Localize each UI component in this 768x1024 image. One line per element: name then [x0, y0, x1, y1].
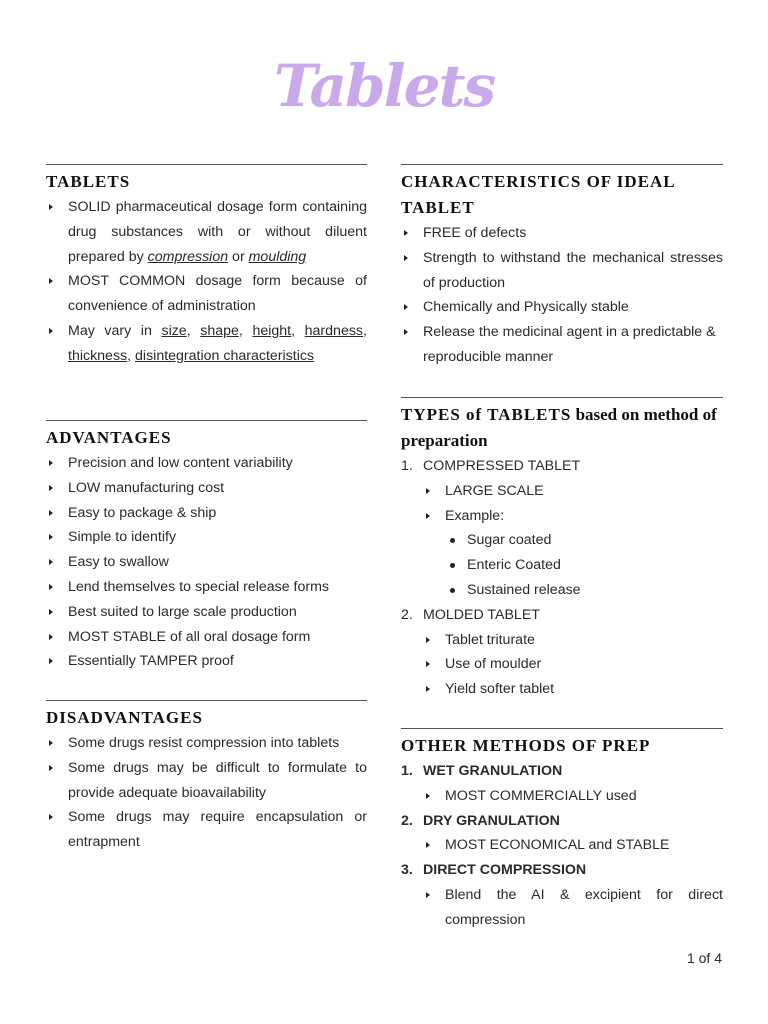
- page-number: 1 of 4: [686, 950, 722, 966]
- list-item: Sustained release: [445, 578, 723, 603]
- bullet-arrow-icon: [49, 534, 53, 540]
- bullet-arrow-icon: [49, 765, 53, 771]
- bullet-arrow-icon: [404, 255, 408, 261]
- list-item: Best suited to large scale production: [46, 600, 367, 625]
- bullet-arrow-icon: [49, 584, 53, 590]
- list-item: Essentially TAMPER proof: [46, 649, 367, 674]
- underlined-term: shape: [200, 322, 239, 339]
- list-item: SOLID pharmaceutical dosage form containing drug substances with or without diluent prepared by compression or moulding: [46, 195, 367, 269]
- list-item: Simple to identify: [46, 525, 367, 550]
- section-heading-other-methods: OTHER METHODS OF PREP: [401, 736, 651, 755]
- disadvantages-list: [46, 731, 367, 855]
- underlined-term: disintegration characteristics: [135, 347, 315, 364]
- list-item-dry: 2. DRY GRANULATION: [401, 812, 560, 829]
- list-item-compressed: 1. COMPRESSED TABLET: [401, 458, 581, 474]
- underlined-term: moulding: [248, 248, 307, 265]
- section-heading-types: TYPES of TABLETS based on method of preparation: [401, 405, 717, 450]
- list-item: Yield softer tablet: [423, 677, 723, 702]
- underlined-term: size: [161, 322, 187, 339]
- bullet-arrow-icon: [426, 637, 430, 643]
- list-item: Some drugs resist compression into tablets: [46, 731, 367, 756]
- bullet-arrow-icon: [404, 304, 408, 310]
- tablets-list: [46, 195, 367, 369]
- list-item: Easy to swallow: [46, 550, 367, 575]
- list-item: LARGE SCALE: [423, 479, 723, 504]
- list-item: Use of moulder: [423, 652, 723, 677]
- list-item: May vary in size, shape, height, hardness, thickness, disintegration characteristics: [46, 319, 367, 369]
- page-title: Tablets: [273, 52, 495, 120]
- underlined-term: height: [252, 322, 292, 339]
- bullet-arrow-icon: [404, 329, 408, 335]
- section-heading-tablets: TABLETS: [46, 172, 131, 191]
- bullet-arrow-icon: [49, 634, 53, 640]
- list-item: Sugar coated: [445, 528, 723, 553]
- list-item: Chemically and Physically stable: [401, 295, 723, 320]
- list-item: Precision and low content variability: [46, 451, 367, 476]
- section-heading-characteristics: CHARACTERISTICS OF IDEAL TABLET: [401, 172, 675, 217]
- bullet-arrow-icon: [49, 658, 53, 664]
- section-heading-advantages: ADVANTAGES: [46, 428, 172, 447]
- bullet-arrow-icon: [49, 510, 53, 516]
- bullet-arrow-icon: [49, 204, 53, 210]
- bullet-arrow-icon: [426, 842, 430, 848]
- characteristics-list: [401, 221, 723, 370]
- list-item: MOST COMMON dosage form because of convenience of administration: [46, 269, 367, 319]
- bullet-arrow-icon: [426, 513, 430, 519]
- list-item: Easy to package & ship: [46, 501, 367, 526]
- bullet-arrow-icon: [49, 814, 53, 820]
- bullet-dot-icon: [450, 588, 455, 593]
- bullet-dot-icon: [450, 538, 455, 543]
- advantages-section: [46, 420, 367, 674]
- list-item: Strength to withstand the mechanical stresses of production: [401, 246, 723, 296]
- bullet-arrow-icon: [49, 485, 53, 491]
- bullet-arrow-icon: [49, 609, 53, 615]
- list-item: LOW manufacturing cost: [46, 476, 367, 501]
- other-methods-section: [401, 728, 723, 933]
- characteristics-section: [401, 164, 723, 370]
- bullet-arrow-icon: [49, 460, 53, 466]
- bullet-arrow-icon: [49, 278, 53, 284]
- list-item: Some drugs may require encapsulation or entrapment: [46, 805, 367, 855]
- list-item: Release the medicinal agent in a predictable & reproducible manner: [401, 320, 723, 370]
- disadvantages-section: [46, 700, 367, 855]
- underlined-term: thickness: [68, 347, 128, 364]
- list-item: Blend the AI & excipient for direct compression: [423, 883, 723, 933]
- types-section: [401, 397, 723, 702]
- advantages-list: [46, 451, 367, 674]
- bullet-arrow-icon: [404, 230, 408, 236]
- bullet-arrow-icon: [426, 793, 430, 799]
- section-heading-disadvantages: DISADVANTAGES: [46, 708, 203, 727]
- list-item-direct: 3. DIRECT COMPRESSION: [401, 862, 587, 879]
- list-item: Example:: [423, 504, 723, 529]
- bullet-arrow-icon: [426, 661, 430, 667]
- list-item: MOST COMMERCIALLY used: [423, 784, 723, 809]
- list-item: Enteric Coated: [445, 553, 723, 578]
- list-item: Lend themselves to special release forms: [46, 575, 367, 600]
- list-item-wet: 1. WET GRANULATION: [401, 763, 563, 779]
- bullet-arrow-icon: [426, 488, 430, 494]
- list-item: MOST ECONOMICAL and STABLE: [423, 833, 723, 858]
- underlined-term: hardness: [304, 322, 364, 339]
- bullet-arrow-icon: [426, 686, 430, 692]
- list-item: FREE of defects: [401, 221, 723, 246]
- list-item: Tablet triturate: [423, 628, 723, 653]
- bullet-dot-icon: [450, 563, 455, 568]
- bullet-arrow-icon: [426, 892, 430, 898]
- underlined-term: compression: [147, 248, 229, 265]
- bullet-arrow-icon: [49, 740, 53, 746]
- tablets-section: [46, 164, 367, 369]
- bullet-arrow-icon: [49, 559, 53, 565]
- bullet-arrow-icon: [49, 328, 53, 334]
- list-item: MOST STABLE of all oral dosage form: [46, 625, 367, 650]
- list-item: Some drugs may be difficult to formulate to provide adequate bioavailability: [46, 756, 367, 806]
- list-item-molded: 2. MOLDED TABLET: [401, 606, 540, 623]
